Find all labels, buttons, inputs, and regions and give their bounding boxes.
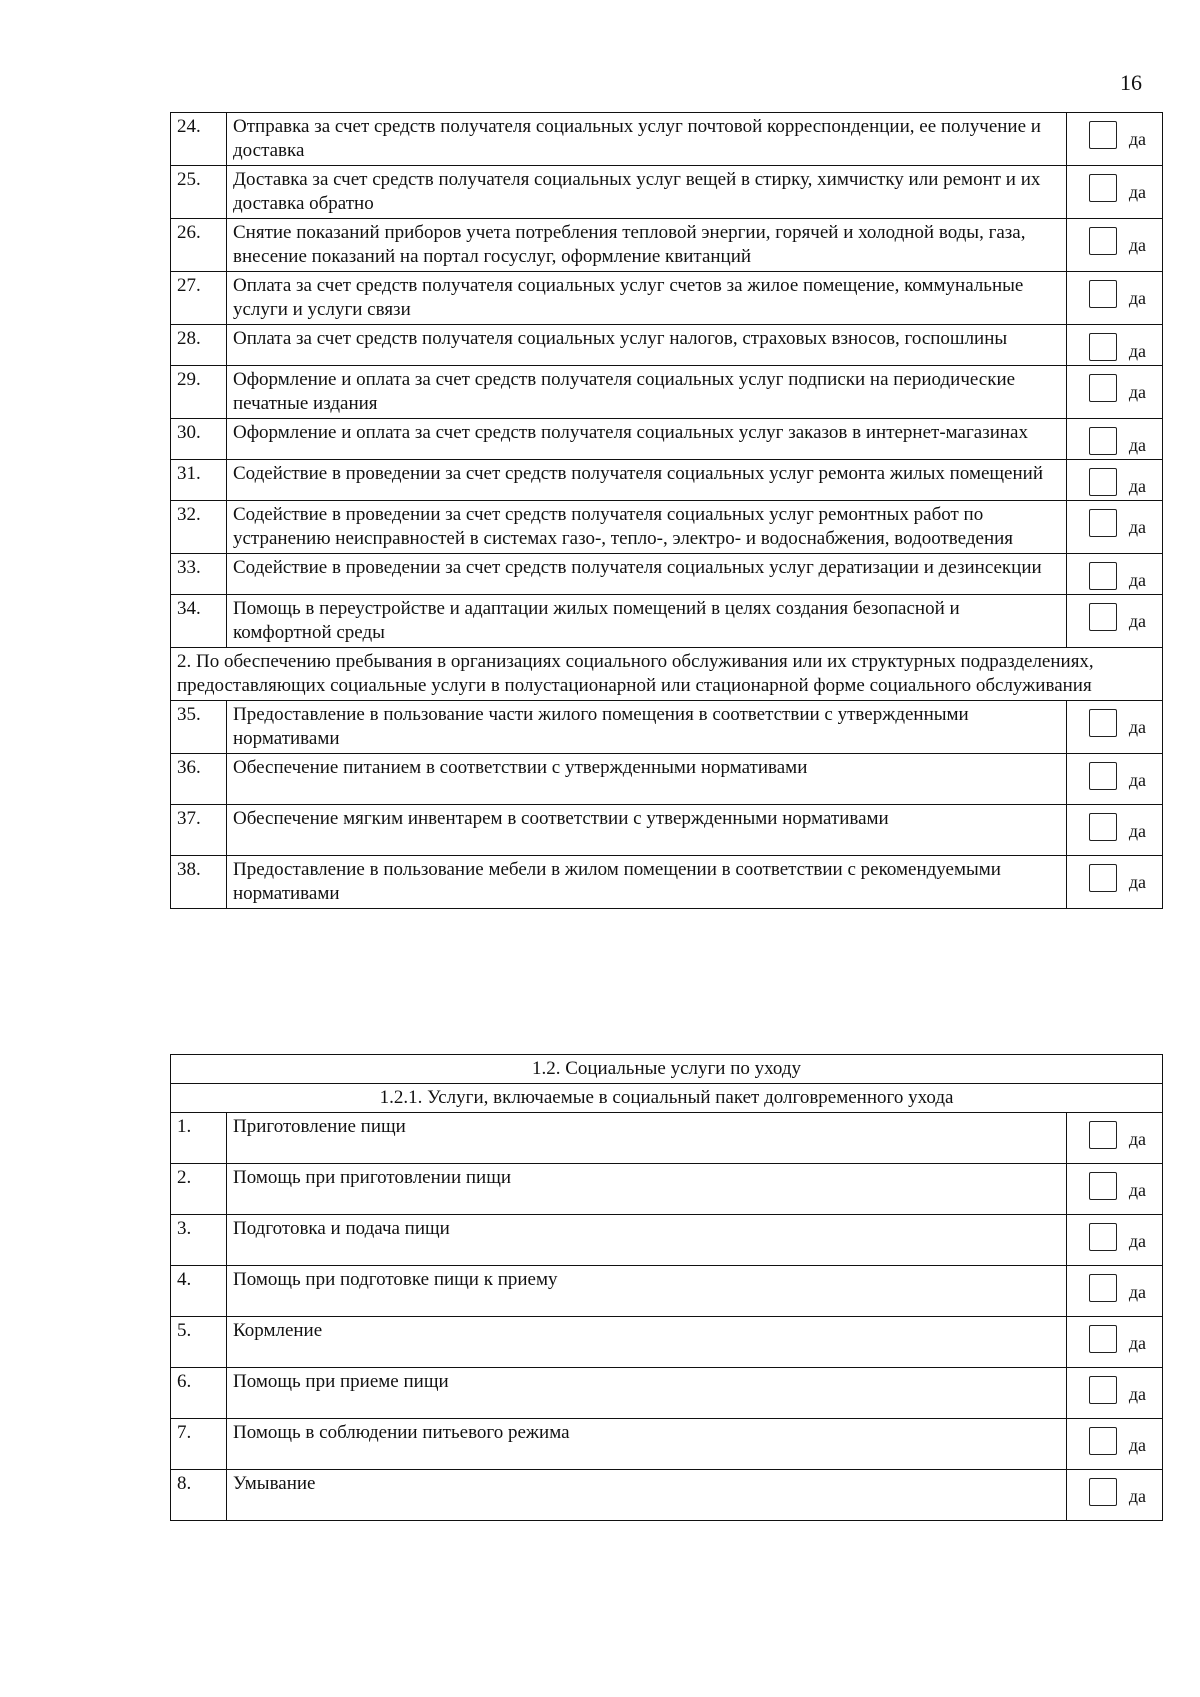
service-text: Содействие в проведении за счет средств получателя социальных услуг дератизации и дезинсекции xyxy=(227,554,1067,595)
yes-checkbox-cell[interactable] xyxy=(1066,1113,1162,1164)
row-number: 25. xyxy=(171,166,227,219)
checkbox[interactable] xyxy=(1089,1274,1117,1302)
service-row xyxy=(171,166,1163,219)
checkbox[interactable] xyxy=(1089,468,1117,496)
row-number: 33. xyxy=(171,554,227,595)
service-row xyxy=(171,366,1163,419)
service-row xyxy=(171,805,1163,856)
checkbox[interactable] xyxy=(1089,427,1117,455)
service-row xyxy=(171,113,1163,166)
row-number: 37. xyxy=(171,805,227,856)
yes-label: да xyxy=(1128,1384,1146,1404)
row-number: 28. xyxy=(171,325,227,366)
service-text: Кормление xyxy=(227,1317,1067,1368)
service-text: Доставка за счет средств получателя социальных услуг вещей в стирку, химчистку или ремонт и их доставка обратно xyxy=(227,166,1067,219)
service-text: Помощь в соблюдении питьевого режима xyxy=(227,1419,1067,1470)
service-row xyxy=(171,1470,1163,1521)
yes-label: да xyxy=(1128,1486,1146,1506)
yes-label: да xyxy=(1128,717,1146,737)
yes-label: да xyxy=(1128,821,1146,841)
yes-checkbox-cell[interactable] xyxy=(1067,166,1163,219)
service-text: Оформление и оплата за счет средств получателя социальных услуг подписки на периодические печатные издания xyxy=(227,366,1067,419)
service-text: Помощь в переустройстве и адаптации жилых помещений в целях создания безопасной и комфортной среды xyxy=(227,595,1067,648)
service-row xyxy=(171,272,1163,325)
service-row xyxy=(171,1317,1163,1368)
row-number: 31. xyxy=(171,460,227,501)
checkbox[interactable] xyxy=(1089,374,1117,402)
checkbox[interactable] xyxy=(1089,280,1117,308)
yes-checkbox-cell[interactable] xyxy=(1067,113,1163,166)
checkbox[interactable] xyxy=(1089,864,1117,892)
service-text: Помощь при подготовке пищи к приему xyxy=(227,1266,1067,1317)
row-number: 2. xyxy=(171,1164,227,1215)
yes-label: да xyxy=(1128,182,1146,202)
yes-label: да xyxy=(1128,1129,1146,1149)
row-number: 34. xyxy=(171,595,227,648)
service-text: Оплата за счет средств получателя социальных услуг счетов за жилое помещение, коммунальные услуги и услуги связи xyxy=(227,272,1067,325)
service-text: Снятие показаний приборов учета потребления тепловой энергии, горячей и холодной воды, газа, внесение показаний на портал госуслуг, оформление квитанций xyxy=(227,219,1067,272)
row-number: 32. xyxy=(171,501,227,554)
checkbox[interactable] xyxy=(1089,174,1117,202)
checkbox[interactable] xyxy=(1089,762,1117,790)
yes-label: да xyxy=(1128,1231,1146,1251)
yes-checkbox-cell[interactable] xyxy=(1067,701,1163,754)
yes-checkbox-cell[interactable] xyxy=(1067,754,1163,805)
service-row xyxy=(171,1164,1163,1215)
service-row xyxy=(171,1419,1163,1470)
service-text: Обеспечение мягким инвентарем в соответствии с утвержденными нормативами xyxy=(227,805,1067,856)
service-row xyxy=(171,501,1163,554)
yes-checkbox-cell[interactable] xyxy=(1066,1164,1162,1215)
yes-checkbox-cell[interactable] xyxy=(1067,272,1163,325)
checkbox[interactable] xyxy=(1089,603,1117,631)
page-number: 16 xyxy=(1120,70,1142,95)
service-text: Оплата за счет средств получателя социальных услуг налогов, страховых взносов, госпошлины xyxy=(227,325,1067,366)
service-row xyxy=(171,754,1163,805)
services-table-household xyxy=(170,112,1163,909)
checkbox[interactable] xyxy=(1089,1325,1117,1353)
checkbox[interactable] xyxy=(1089,1172,1117,1200)
service-row xyxy=(171,856,1163,909)
checkbox[interactable] xyxy=(1089,562,1117,590)
yes-checkbox-cell[interactable] xyxy=(1067,501,1163,554)
yes-checkbox-cell[interactable] xyxy=(1066,1419,1162,1470)
checkbox[interactable] xyxy=(1089,333,1117,361)
row-number: 38. xyxy=(171,856,227,909)
section-heading: 2. По обеспечению пребывания в организациях социального обслуживания или их структурных подразделениях, предоставляющих социальные услуги в полустационарной или стационарной форме социального обслуживания xyxy=(171,648,1163,701)
row-number: 6. xyxy=(171,1368,227,1419)
row-number: 4. xyxy=(171,1266,227,1317)
yes-checkbox-cell[interactable] xyxy=(1067,460,1163,501)
service-row xyxy=(171,1113,1163,1164)
service-row xyxy=(171,1368,1163,1419)
yes-checkbox-cell[interactable] xyxy=(1067,419,1163,460)
yes-checkbox-cell[interactable] xyxy=(1066,1368,1162,1419)
services-table-care xyxy=(170,1054,1163,1521)
yes-label: да xyxy=(1128,570,1146,590)
checkbox[interactable] xyxy=(1089,1121,1117,1149)
service-row xyxy=(171,1266,1163,1317)
yes-label: да xyxy=(1128,382,1146,402)
row-number: 3. xyxy=(171,1215,227,1266)
service-row xyxy=(171,460,1163,501)
yes-label: да xyxy=(1128,770,1146,790)
row-number: 5. xyxy=(171,1317,227,1368)
yes-label: да xyxy=(1128,288,1146,308)
service-text: Содействие в проведении за счет средств получателя социальных услуг ремонтных работ по устранению неисправностей в системах газо-, тепло-, электро- и водоснабжения, водоотведения xyxy=(227,501,1067,554)
yes-checkbox-cell[interactable] xyxy=(1067,219,1163,272)
checkbox[interactable] xyxy=(1089,509,1117,537)
yes-label: да xyxy=(1128,872,1146,892)
service-row xyxy=(171,325,1163,366)
yes-label: да xyxy=(1128,129,1146,149)
yes-checkbox-cell[interactable] xyxy=(1066,1215,1162,1266)
checkbox[interactable] xyxy=(1089,1223,1117,1251)
row-number: 24. xyxy=(171,113,227,166)
yes-checkbox-cell[interactable] xyxy=(1067,856,1163,909)
checkbox[interactable] xyxy=(1089,1376,1117,1404)
service-text: Помощь при приеме пищи xyxy=(227,1368,1067,1419)
yes-checkbox-cell[interactable] xyxy=(1067,805,1163,856)
yes-checkbox-cell[interactable] xyxy=(1067,325,1163,366)
service-row xyxy=(171,419,1163,460)
service-row xyxy=(171,1215,1163,1266)
row-number: 36. xyxy=(171,754,227,805)
yes-label: да xyxy=(1128,435,1146,455)
row-number: 29. xyxy=(171,366,227,419)
row-number: 30. xyxy=(171,419,227,460)
yes-checkbox-cell[interactable] xyxy=(1067,595,1163,648)
yes-label: да xyxy=(1128,476,1146,496)
row-number: 26. xyxy=(171,219,227,272)
yes-checkbox-cell[interactable] xyxy=(1066,1266,1162,1317)
service-text: Приготовление пищи xyxy=(227,1113,1067,1164)
checkbox[interactable] xyxy=(1089,709,1117,737)
care-section-subtitle: 1.2.1. Услуги, включаемые в социальный пакет долговременного ухода xyxy=(171,1084,1163,1113)
service-row xyxy=(171,701,1163,754)
yes-checkbox-cell[interactable] xyxy=(1066,1470,1162,1521)
service-row xyxy=(171,595,1163,648)
service-text: Предоставление в пользование мебели в жилом помещении в соответствии с рекомендуемыми нормативами xyxy=(227,856,1067,909)
service-text: Помощь при приготовлении пищи xyxy=(227,1164,1067,1215)
yes-checkbox-cell[interactable] xyxy=(1067,366,1163,419)
checkbox[interactable] xyxy=(1089,1478,1117,1506)
service-text: Предоставление в пользование части жилого помещения в соответствии с утвержденными нормативами xyxy=(227,701,1067,754)
checkbox[interactable] xyxy=(1089,227,1117,255)
yes-label: да xyxy=(1128,517,1146,537)
yes-label: да xyxy=(1128,341,1146,361)
row-number: 35. xyxy=(171,701,227,754)
row-number: 1. xyxy=(171,1113,227,1164)
yes-checkbox-cell[interactable] xyxy=(1066,1317,1162,1368)
service-text: Подготовка и подача пищи xyxy=(227,1215,1067,1266)
yes-label: да xyxy=(1128,1333,1146,1353)
row-number: 27. xyxy=(171,272,227,325)
yes-checkbox-cell[interactable] xyxy=(1067,554,1163,595)
service-text: Оформление и оплата за счет средств получателя социальных услуг заказов в интернет-магазинах xyxy=(227,419,1067,460)
service-row xyxy=(171,554,1163,595)
checkbox[interactable] xyxy=(1089,813,1117,841)
yes-label: да xyxy=(1128,235,1146,255)
care-section-title: 1.2. Социальные услуги по уходу xyxy=(171,1055,1163,1084)
service-text: Обеспечение питанием в соответствии с утвержденными нормативами xyxy=(227,754,1067,805)
row-number: 7. xyxy=(171,1419,227,1470)
yes-label: да xyxy=(1128,1435,1146,1455)
yes-label: да xyxy=(1128,1180,1146,1200)
service-text: Отправка за счет средств получателя социальных услуг почтовой корреспонденции, ее получение и доставка xyxy=(227,113,1067,166)
checkbox[interactable] xyxy=(1089,1427,1117,1455)
service-row xyxy=(171,219,1163,272)
checkbox[interactable] xyxy=(1089,121,1117,149)
yes-label: да xyxy=(1128,611,1146,631)
yes-label: да xyxy=(1128,1282,1146,1302)
service-text: Умывание xyxy=(227,1470,1067,1521)
row-number: 8. xyxy=(171,1470,227,1521)
service-text: Содействие в проведении за счет средств получателя социальных услуг ремонта жилых помещений xyxy=(227,460,1067,501)
